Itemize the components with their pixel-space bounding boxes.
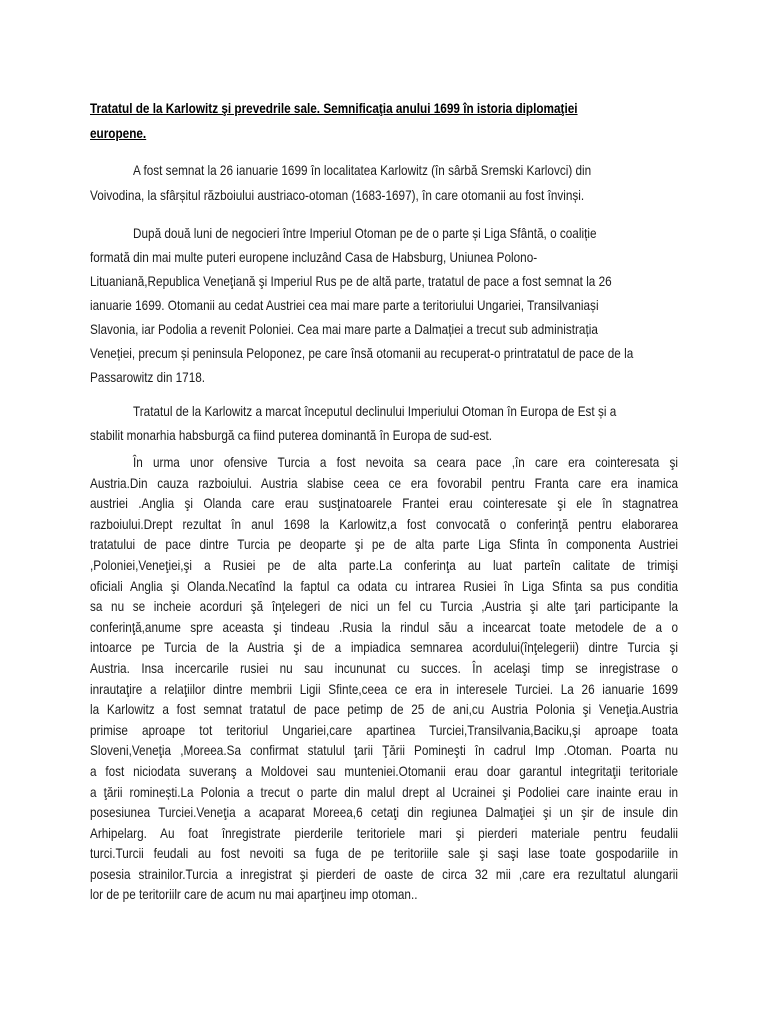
paragraph-line: stabilit monarhia habsburgă ca fiind puterea dominantă în Europa de sud-est. (90, 427, 493, 443)
paragraph-line: primise aproape tot teritoriul Ungariei,care apartinea Turciei,Transilvania,Baciku,şi aproape toata (90, 721, 678, 738)
paragraph-line: A fost semnat la 26 ianuarie 1699 în localitatea Karlowitz (în sârbă Sremski Karlovci) din (133, 162, 592, 178)
paragraph-negotiations (90, 221, 678, 389)
paragraph-line: Lituaniană,Republica Veneţiană şi Imperiul Rus pe de altă parte, tratatul de pace a fost semnat la 26 (90, 273, 612, 289)
paragraph-line: După două luni de negocieri între Imperiul Otoman pe de o parte și Liga Sfântă, o coaliție (133, 225, 597, 241)
document-body (90, 96, 678, 905)
paragraph-significance (90, 399, 678, 447)
document-title (90, 96, 678, 146)
paragraph-line: la Karlowitz a fost semnat tratatul de pace petimp de 25 de ani,cu Austria Polonia şi Veneţia.Austria (90, 701, 678, 718)
paragraph-line: razboiului.Drept rezultat în anul 1698 la Karlowitz,a fost convocată o conferinţă pentru elaborarea (90, 515, 678, 532)
paragraph-line: În urma unor ofensive Turcia a fost nevoita sa ceara pace ,în care era cointeresata şi (133, 454, 678, 470)
paragraph-line: Sloveni,Veneţia ,Moreea.Sa confirmat statulul ţarii Ţării Pomineşti în cadrul Imp .Otoman. Poarta nu (90, 742, 678, 759)
paragraph-line: ianuarie 1699. Otomanii au cedat Austriei cea mai mare parte a teritoriului Ungariei, Transilvaniași (90, 297, 599, 313)
paragraph-line: sa nu se incheie acorduri şă înţelegeri de nici un fel cu Turcia ,Austria şi alte ţari participante la (90, 598, 678, 615)
paragraph-line: Voivodina, la sfârșitul războiului austriaco-otoman (1683-1697), în care otomanii au fost învinși. (90, 187, 585, 203)
paragraph-line: oficiali Anglia şi Olanda.Necatînd la faptul ca odata cu intrarea Rusiei în Liga Sfinta sa pus conditia (90, 577, 678, 594)
paragraph-line: Austria.Din cauza razboiului. Austria slabise ceea ce era fovorabil pentru Franta care era inamica (90, 474, 678, 491)
paragraph-line: inrautaţire a relaţiilor dintre membrii Ligii Sfinte,ceea ce era in interesele Turciei. La 26 ianuarie 1699 (90, 680, 678, 697)
paragraph-line: ,Poloniei,Veneţiei,şi a Rusiei pe de alta parte.La conferinţa au luat parteîn calitate de trimişi (90, 556, 678, 573)
paragraph-line: tratatului de pace dintre Turcia pe deoparte şi pe de alta parte Liga Sfinta în componenta Austriei (90, 536, 678, 553)
paragraph-line: austriei .Anglia şi Olanda care erau susţinatoarele Frantei erau cointeresate şi ele în stagnatrea (90, 495, 678, 512)
paragraph-line: a ţării rominești.La Polonia a trecut o parte din malul drept al Ucrainei şi Podoliei care inainte erau in (90, 783, 678, 800)
paragraph-signing (90, 158, 678, 208)
paragraph-line: lor de pe teritoriilr care de acum nu mai aparţineu imp otoman.. (90, 886, 418, 903)
paragraph-conference (90, 452, 678, 905)
paragraph-line: Tratatul de la Karlowitz a marcat începutul declinului Imperiului Otoman în Europa de Est și a (133, 403, 617, 419)
paragraph-line: Arhipelarg. Au foat înregistrate pierderile teritoriele mari şi pierderi materiale pentru feudalii (90, 824, 678, 841)
paragraph-line: formată din mai multe puteri europene incluzând Casa de Habsburg, Uniunea Polono- (90, 249, 538, 265)
title-line: Tratatul de la Karlowitz şi prevedrile sale. Semnificaţia anului 1699 în istoria diplomaţiei (90, 100, 578, 116)
paragraph-line: intoarce pe Turcia de la Austria şi de a impiadica semnarea acordului(înţelegerii) dintre Turcia şi (90, 639, 678, 656)
paragraph-line: conferinţă,anume spre aceasta şi tindeau .Rusia la rindul său a incearcat toate metodele de a o (90, 618, 678, 635)
paragraph-line: Passarowitz din 1718. (90, 369, 206, 385)
paragraph-line: turci.Turcii feudali au fost nevoiti sa fuga de pe teritoriile sale şi saşi lase toate gospodariile in (90, 845, 678, 862)
paragraph-line: posesia strainilor.Turcia a inregistrat şi pierderi de oaste de circa 32 mii ,care era rezultatul alungarii (90, 865, 678, 882)
paragraph-line: Veneției, precum și peninsula Peloponez, pe care însă otomanii au recuperat-o printratatul de pace de la (90, 345, 634, 361)
paragraph-line: a fost niciodata suveranş a Moldovei sau munteniei.Otomanii erau doar garantul integritaţii teritoriale (90, 762, 678, 779)
paragraph-line: Austria. Insa incercarile rusiei nu sau incununat cu succes. În acelaşi timp se inregistrase o (90, 659, 678, 676)
paragraph-line: Slavonia, iar Podolia a revenit Poloniei. Cea mai mare parte a Dalmației a trecut sub administrația (90, 321, 598, 337)
paragraph-line: posesiunea Turciei.Veneţia a acaparat Moreea,6 cetaţi din regiunea Dalmaţiei şi un şir de insule din (90, 804, 678, 821)
title-line: europene. (90, 125, 147, 141)
